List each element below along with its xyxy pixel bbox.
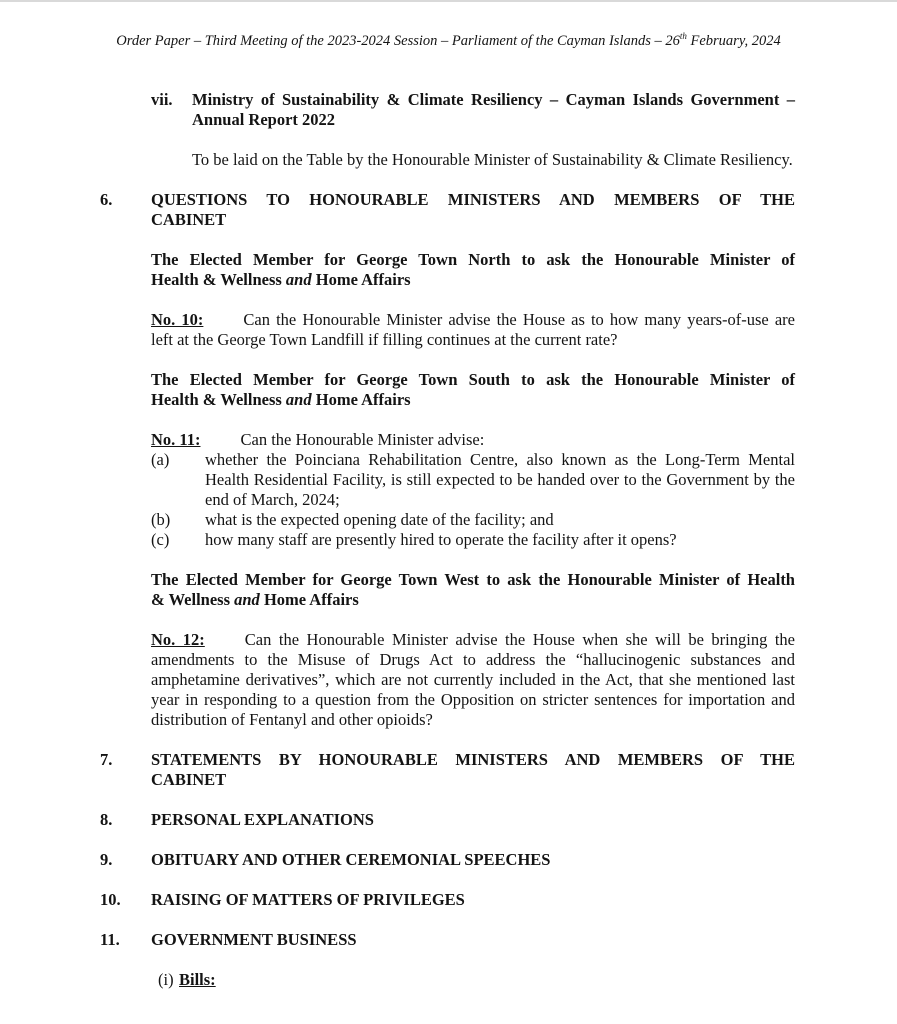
- member-heading-north-line1: The Elected Member for George Town North to ask the Honourable Minister of: [151, 250, 795, 269]
- conjunction-and: and: [285, 270, 312, 289]
- agenda-item-6-title-line2: CABINET: [151, 210, 227, 229]
- list-item-marker: (b): [151, 510, 171, 529]
- conjunction-and: and: [285, 390, 312, 409]
- agenda-item-10: [100, 890, 795, 910]
- list-item: [151, 530, 795, 550]
- member-heading-west-line1: The Elected Member for George Town West to ask the Honourable Minister of Health: [151, 570, 795, 589]
- agenda-item-6-title: [151, 190, 795, 230]
- agenda-item-8-number: 8.: [100, 810, 113, 829]
- agenda-item-8-title: PERSONAL EXPLANATIONS: [151, 810, 374, 829]
- member-heading-south-line2: Health & Wellness and Home Affairs: [151, 390, 411, 409]
- agenda-item-11-number: 11.: [100, 930, 120, 949]
- header-text: Order Paper – Third Meeting of the 2023-2024 Session – Parliament of the Cayman Islands – 26: [116, 33, 680, 49]
- header-ordinal-superscript: th: [679, 31, 687, 42]
- agenda-item-8: [100, 810, 795, 830]
- agenda-item-7-title: [151, 750, 795, 790]
- member-heading-west-line2: & Wellness and Home Affairs: [151, 590, 359, 609]
- tabled-report-note-text: To be laid on the Table by the Honourable Minister of Sustainability & Climate Resiliency.: [192, 150, 793, 169]
- tabled-report-note: [151, 150, 795, 170]
- agenda-item-7-title-line2: CABINET: [151, 770, 227, 789]
- list-item: [151, 450, 795, 510]
- member-heading-north-line2: Health & Wellness and Home Affairs: [151, 270, 411, 289]
- bills-subitem: [158, 970, 795, 990]
- document-header: [90, 32, 807, 50]
- agenda-item-6: [100, 190, 795, 230]
- question-10: [151, 310, 795, 350]
- member-heading-george-town-west: [151, 570, 795, 610]
- question-10-text: Can the Honourable Minister advise the House as to how many years-of-use are left at the George Town Landfill if filling continues at the current rate?: [151, 310, 795, 349]
- agenda-item-7-number: 7.: [100, 750, 113, 769]
- bills-marker: (i): [158, 970, 174, 989]
- question-11-label: No. 11:: [151, 430, 201, 449]
- conjunction-and: and: [234, 590, 260, 609]
- document-body: [100, 90, 795, 990]
- agenda-item-10-title: RAISING OF MATTERS OF PRIVILEGES: [151, 890, 465, 909]
- agenda-item-9: [100, 850, 795, 870]
- list-item: [151, 510, 795, 530]
- list-item-text: whether the Poinciana Rehabilitation Centre, also known as the Long-Term Mental Health Residential Facility, is still expected to be handed over to the Government by the end of March, 2024;: [205, 450, 795, 509]
- header-date: February, 2024: [686, 33, 781, 49]
- tabled-report-title: [192, 90, 795, 130]
- question-11: [151, 430, 795, 550]
- list-item-marker: (a): [151, 450, 170, 469]
- bills-label: Bills:: [179, 970, 216, 989]
- agenda-item-11: [100, 930, 795, 950]
- question-11-lead: [151, 430, 795, 450]
- agenda-item-11-title: GOVERNMENT BUSINESS: [151, 930, 357, 949]
- question-12: [151, 630, 795, 730]
- tabled-report-item: [151, 90, 795, 130]
- question-12-label: No. 12:: [151, 630, 205, 649]
- question-11-sublist: [151, 450, 795, 550]
- agenda-item-9-number: 9.: [100, 850, 113, 869]
- agenda-item-7-title-line1: STATEMENTS BY HONOURABLE MINISTERS AND MEMBERS OF THE: [151, 750, 795, 769]
- tabled-report-title-line1: Ministry of Sustainability & Climate Resiliency – Cayman Islands Government –: [192, 90, 795, 109]
- tabled-report-title-line2: Annual Report 2022: [192, 110, 336, 129]
- agenda-item-10-number: 10.: [100, 890, 121, 909]
- question-12-text: Can the Honourable Minister advise the House when she will be bringing the amendments to the Misuse of Drugs Act to address the “hallucinogenic substances and amphetamine derivatives”, which are not currently included in the Act, that she mentioned last year in responding to a question from the Opposition on stricter sentences for importation and distribution of Fentanyl and other opioids?: [151, 630, 795, 729]
- agenda-item-6-number: 6.: [100, 190, 113, 209]
- member-heading-south-line1: The Elected Member for George Town South to ask the Honourable Minister of: [151, 370, 795, 389]
- agenda-item-9-title: OBITUARY AND OTHER CEREMONIAL SPEECHES: [151, 850, 551, 869]
- question-10-label: No. 10:: [151, 310, 204, 329]
- member-heading-george-town-north: [151, 250, 795, 290]
- list-item-text: what is the expected opening date of the facility; and: [205, 510, 554, 529]
- question-11-text: Can the Honourable Minister advise:: [240, 430, 485, 449]
- list-item-marker: (c): [151, 530, 170, 549]
- list-item-text: how many staff are presently hired to operate the facility after it opens?: [205, 530, 677, 549]
- member-heading-george-town-south: [151, 370, 795, 410]
- agenda-item-6-title-line1: QUESTIONS TO HONOURABLE MINISTERS AND MEMBERS OF THE: [151, 190, 795, 209]
- agenda-item-7: [100, 750, 795, 790]
- tabled-report-marker: vii.: [151, 90, 173, 109]
